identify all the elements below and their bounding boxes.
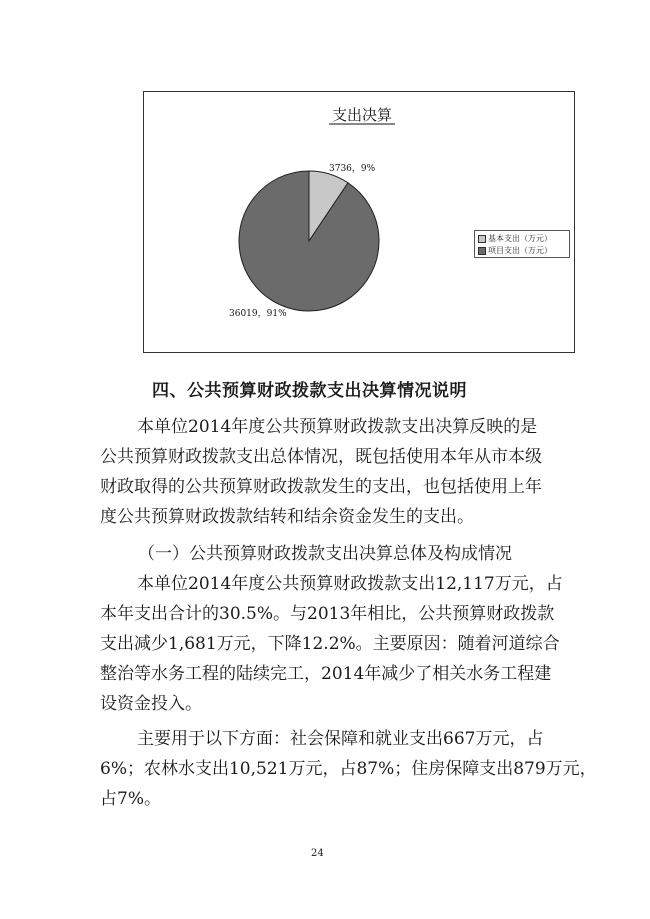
paragraph-1-line: 财政取得的公共预算财政拨款发生的支出，也包括使用上年 — [100, 477, 542, 497]
pie-chart — [143, 91, 575, 353]
paragraph-2-line: 本单位2014年度公共预算财政拨款支出12,117万元，占 — [137, 574, 563, 594]
chart-legend — [474, 230, 570, 258]
pie-slice-project — [239, 171, 379, 311]
legend-label-project: 项目支出（万元） — [488, 246, 552, 255]
sub-heading: （一）公共预算财政拨款支出决算总体及构成情况 — [138, 544, 512, 564]
section-heading: 四、公共预算财政拨款支出决算情况说明 — [152, 381, 467, 401]
paragraph-2-line: 支出减少1,681万元，下降12.2%。主要原因：随着河道综合 — [100, 634, 560, 654]
paragraph-1-line: 度公共预算财政拨款结转和结余资金发生的支出。 — [100, 507, 474, 527]
legend-swatch-basic — [478, 235, 486, 243]
paragraph-3-line: 占7%。 — [100, 789, 161, 809]
legend-swatch-project — [478, 247, 486, 255]
slice-label-project: 36019，91% — [229, 309, 287, 319]
paragraph-2 — [100, 569, 563, 719]
paragraph-2-line: 设资金投入。 — [100, 694, 202, 714]
chart-title: 支出决算 — [331, 106, 393, 124]
paragraph-1-line: 公共预算财政拨款支出总体情况，既包括使用本年从市本级 — [100, 447, 542, 467]
paragraph-3 — [100, 724, 597, 814]
legend-item-basic — [478, 233, 566, 245]
pie-slices — [239, 171, 379, 311]
page-number: 24 — [311, 848, 324, 859]
paragraph-1 — [100, 412, 560, 532]
legend-label-basic: 基本支出（万元） — [488, 234, 552, 243]
paragraph-3-line: 主要用于以下方面：社会保障和就业支出667万元，占 — [137, 729, 544, 749]
pie-chart-svg — [144, 92, 576, 354]
legend-item-project — [478, 245, 566, 257]
paragraph-3-line: 6%；农林水支出10,521万元，占87%；住房保障支出879万元， — [100, 759, 597, 779]
paragraph-2-line: 本年支出合计的30.5%。与2013年相比，公共预算财政拨款 — [100, 604, 555, 624]
slice-label-basic: 3736，9% — [329, 164, 376, 174]
paragraph-2-line: 整治等水务工程的陆续完工，2014年减少了相关水务工程建 — [100, 664, 552, 684]
paragraph-1-line: 本单位2014年度公共预算财政拨款支出决算反映的是 — [137, 417, 538, 437]
